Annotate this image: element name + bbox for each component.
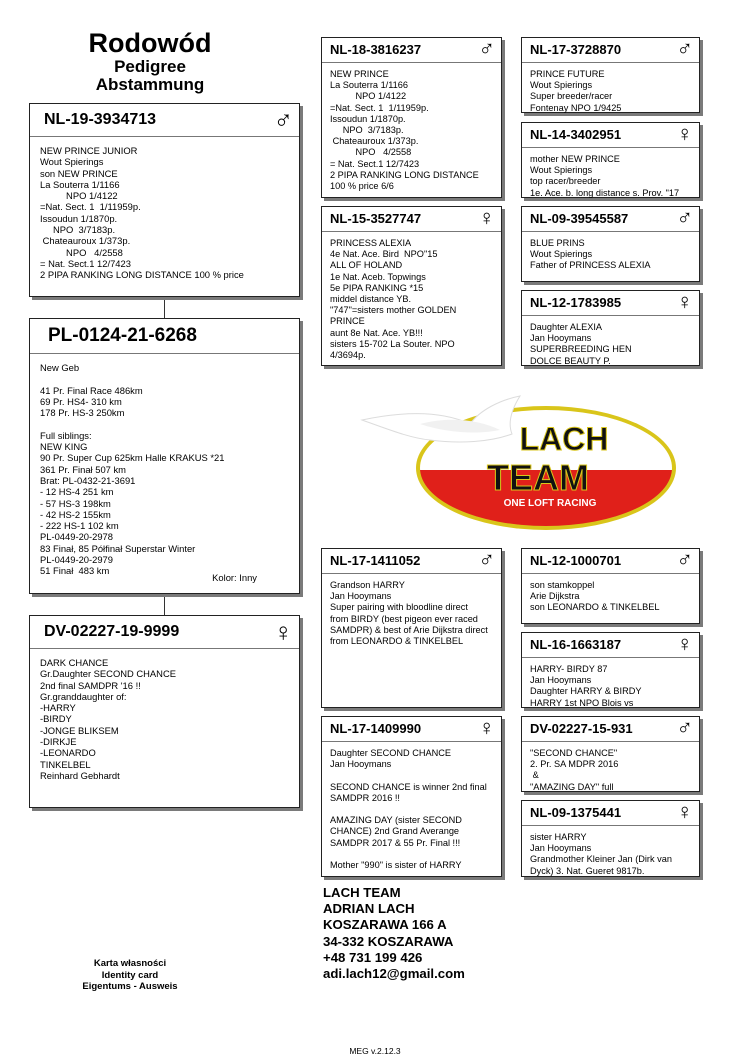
grandsire-dam-side-card[interactable] xyxy=(321,548,502,708)
male-icon: ♂ xyxy=(676,36,693,61)
ring-number: DV-02227-15-931 xyxy=(530,721,633,736)
great-grandparent-card-8[interactable] xyxy=(521,800,700,877)
card-notes: sister HARRY Jan Hooymans Grandmother Kleiner Jan (Dirk van Dyck) 3. Nat. Gueret 9817b. xyxy=(530,832,672,876)
ring-number: NL-14-3402951 xyxy=(530,127,622,142)
great-grandparent-card-7[interactable] xyxy=(521,716,700,792)
ring-number: NL-15-3527747 xyxy=(330,211,422,226)
dam-notes: DARK CHANCE Gr.Daughter SECOND CHANCE 2nd final SAMDPR '16 !! Gr.granddaughter of: -HARRY -BIRDY -JONGE BLIKSEM -DIRKJE -LEONARDO TINKELBEL Reinhard Gebhardt xyxy=(40,657,176,781)
ring-number: NL-17-1411052 xyxy=(330,553,421,568)
pedigree-title xyxy=(60,30,240,93)
male-icon: ♂ xyxy=(478,36,495,61)
identity-card-english: Identity card xyxy=(101,969,159,981)
card-notes: "SECOND CHANCE" 2. Pr. SA MDPR 2016 & "AMAZING DAY" full xyxy=(530,748,619,792)
female-icon: ♀ xyxy=(273,617,293,647)
identity-card-label xyxy=(50,958,210,993)
ring-number: NL-09-1375441 xyxy=(530,805,622,820)
owner-postal: 34-332 KOSZARAWA xyxy=(323,933,454,949)
sire-card[interactable] xyxy=(29,103,300,297)
lach-team-logo xyxy=(360,390,680,530)
ring-number: NL-17-3728870 xyxy=(530,42,622,57)
title-english: Pedigree xyxy=(114,57,186,76)
owner-team: LACH TEAM xyxy=(323,885,401,900)
card-notes: BLUE PRINS Wout Spierings Father of PRINCESS ALEXIA xyxy=(530,238,651,271)
card-notes: PRINCESS ALEXIA 4e Nat. Ace. Bird NPO"15 ALL OF HOLAND 1e Nat. Aceb. Topwings 5e PIPA RANKING *15 middel distance YB. "747"=sisters mother GOLDEN PRINCE aunt 8e Nat. Ace. YB!!! sisters 15-702 La Souter. NPO 4/3694p. xyxy=(330,238,457,361)
ring-number: NL-16-1663187 xyxy=(530,637,622,652)
male-icon: ♂ xyxy=(273,105,293,135)
owner-email[interactable]: adi.lach12@gmail.com xyxy=(323,966,465,982)
subject-card[interactable] xyxy=(29,318,300,594)
card-notes: HARRY- BIRDY 87 Jan Hooymans Daughter HARRY & BIRDY HARRY 1st NPO Blois vs xyxy=(530,664,642,708)
connector-sire-subject xyxy=(164,297,165,319)
sire-notes: NEW PRINCE JUNIOR Wout Spierings son NEW PRINCE La Souterra 1/1166 NPO 1/4122 =Nat. Sect. 1 1/11959p. Issoudun 1/1870p. NPO 3/7183p. Chateauroux 1/373p. NPO 4/2558 = Nat. Sect.1 12/7423 2 PIPA RANKING LONG DISTANCE 100 % price xyxy=(40,145,244,281)
card-notes: NEW PRINCE La Souterra 1/1166 NPO 1/4122 =Nat. Sect. 1 1/11959p. Issoudun 1/1870p. NPO 3/7183p. Chateauroux 1/373p. NPO 4/2558 = Nat. Sect.1 12/7423 2 PIPA RANKING LONG DISTANCE 100 % price 6/6 xyxy=(330,69,479,192)
ring-number: NL-17-1409990 xyxy=(330,721,422,736)
title-polish: Rodowód xyxy=(88,28,212,58)
ring-number: NL-18-3816237 xyxy=(330,42,422,57)
male-icon: ♂ xyxy=(676,547,693,572)
male-icon: ♂ xyxy=(676,715,693,740)
great-grandparent-card-2[interactable] xyxy=(521,122,700,198)
male-icon: ♂ xyxy=(478,547,495,572)
card-notes: Grandson HARRY Jan Hooymans Super pairing with bloodline direct from BIRDY (best pigeon ever raced SAMDPR) & best of Arie Dijkstra direct from LEONARDO & TINKELBEL xyxy=(330,580,488,647)
owner-phone[interactable]: +48 731 199 426 xyxy=(323,949,423,965)
card-notes: Daughter ALEXIA Jan Hooymans SUPERBREEDING HEN DOLCE BEAUTY P. xyxy=(530,322,632,366)
sire-ring-number: NL-19-3934713 xyxy=(44,111,157,128)
logo-text-lach: LACH xyxy=(519,421,609,457)
ring-number: NL-12-1783985 xyxy=(530,295,622,310)
great-grandparent-card-1[interactable] xyxy=(521,37,700,113)
female-icon: ♀ xyxy=(676,631,693,656)
great-grandparent-card-6[interactable] xyxy=(521,632,700,708)
title-german: Abstammung xyxy=(95,75,205,94)
subject-notes: New Geb 41 Pr. Final Race 486km 69 Pr. HS4- 310 km 178 Pr. HS-3 250km Full siblings: NEW KING 90 Pr. Super Cup 625km Halle KRAKUS *21 361 Pr. Finał 507 km Brat: PL-0432-21-3691 - 12 HS-4 251 km - 57 HS-3 198km - 42 HS-2 155km - 222 HS-1 102 km PL-0449-20-2978 83 Finał, 85 Półfinał Superstar Winter PL-0449-20-2979 51 Finał 483 km xyxy=(40,362,225,577)
dam-ring-number: DV-02227-19-9999 xyxy=(44,623,180,640)
granddam-dam-side-card[interactable] xyxy=(321,716,502,877)
great-grandparent-card-5[interactable] xyxy=(521,548,700,624)
logo-tagline: ONE LOFT RACING xyxy=(503,498,597,509)
subject-ring-number: PL-0124-21-6268 xyxy=(48,325,197,346)
identity-card-german: Eigentums - Ausweis xyxy=(82,981,178,992)
ring-number: NL-12-1000701 xyxy=(530,553,622,568)
connector-subject-dam xyxy=(164,594,165,616)
card-notes: Daughter SECOND CHANCE Jan Hooymans SECOND CHANCE is winner 2nd final SAMDPR 2016 !! AMAZING DAY (sister SECOND CHANCE) 2nd Grand Averange SAMDPR 2017 & 55 Pr. Final !!! Mother "990" is sister of HARRY xyxy=(330,748,487,871)
subject-color: Kolor: Inny xyxy=(212,572,257,583)
grandsire-sire-side-card[interactable] xyxy=(321,37,502,198)
card-notes: PRINCE FUTURE Wout Spierings Super breeder/racer Fontenay NPO 1/9425 xyxy=(530,69,622,113)
card-notes: son stamkoppel Arie Dijkstra son LEONARDO & TINKELBEL xyxy=(530,580,660,613)
great-grandparent-card-3[interactable] xyxy=(521,206,700,282)
owner-name: ADRIAN LACH xyxy=(323,901,415,917)
male-icon: ♂ xyxy=(676,205,693,230)
female-icon: ♀ xyxy=(478,715,495,740)
pigeon-silhouette xyxy=(362,396,520,442)
female-icon: ♀ xyxy=(676,799,693,824)
owner-address: KOSZARAWA 166 A xyxy=(323,917,447,933)
great-grandparent-card-4[interactable] xyxy=(521,290,700,366)
software-version: MEG v.2.12.3 xyxy=(349,1046,401,1056)
identity-card-polish: Karta własności xyxy=(93,958,167,969)
card-notes: mother NEW PRINCE Wout Spierings top racer/breeder 1e. Ace. b. long distance s. Prov. "17 xyxy=(530,154,680,198)
owner-contact xyxy=(323,885,465,982)
female-icon: ♀ xyxy=(676,121,693,146)
female-icon: ♀ xyxy=(478,205,495,230)
granddam-sire-side-card[interactable] xyxy=(321,206,502,366)
logo-text-team: TEAM xyxy=(487,457,589,498)
female-icon: ♀ xyxy=(676,289,693,314)
ring-number: NL-09-39545587 xyxy=(530,211,629,226)
dam-card[interactable] xyxy=(29,615,300,808)
